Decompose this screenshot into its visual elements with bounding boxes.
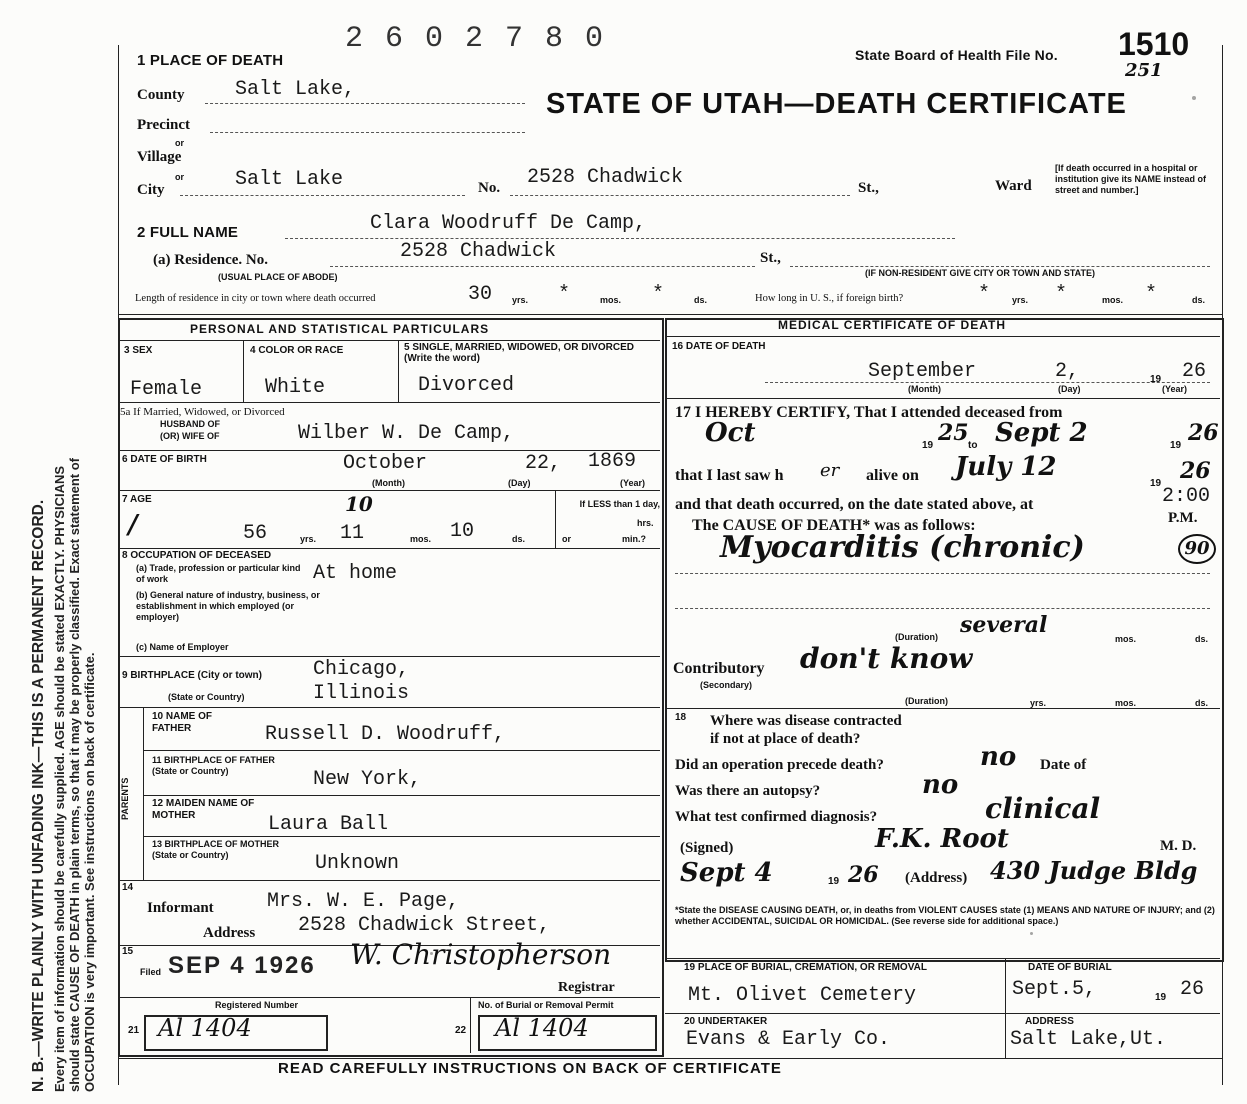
- sign-year: 26: [848, 862, 879, 888]
- dob-day: 22,: [525, 452, 562, 475]
- place-label: 1 PLACE OF DEATH: [137, 52, 284, 69]
- father-value: Russell D. Woodruff,: [265, 723, 506, 746]
- length-yrs: 30: [468, 283, 493, 306]
- city-label: City: [137, 182, 165, 198]
- certificate-number: 2 6 0 2 7 8 0: [345, 22, 606, 56]
- autopsy-question: Was there an autopsy?: [675, 783, 821, 799]
- us-label: How long in U. S., if foreign birth?: [755, 293, 904, 304]
- footer-instructions: READ CAREFULLY INSTRUCTIONS ON BACK OF CERTIFICATE: [278, 1060, 782, 1077]
- state-country-label: (State or Country): [168, 692, 245, 702]
- date-of-label: Date of: [1040, 757, 1087, 773]
- section-14: 14: [122, 882, 134, 893]
- dod-day: 2,: [1055, 360, 1080, 383]
- diagnosis-value: clinical: [985, 792, 1101, 825]
- physician-signature: F.K. Root: [875, 824, 1009, 854]
- frame-mid: [118, 314, 1222, 315]
- residence-label: (a) Residence. No.: [153, 252, 268, 268]
- file-no-sub: 251: [1125, 60, 1163, 81]
- mos-label: mos.: [600, 295, 622, 305]
- margin-instructions: [30, 52, 97, 1092]
- birthplace-label: 9 BIRTHPLACE (City or town): [122, 670, 262, 681]
- duration-label-2: (Duration): [905, 696, 948, 706]
- attended-from: Oct: [705, 418, 756, 448]
- margin-line-4: OCCUPATION is very important. See instructions on back of certificate.: [82, 652, 97, 1092]
- sign-century: 19: [828, 876, 840, 887]
- undertaker-value: Evans & Early Co.: [686, 1028, 891, 1051]
- from-year: 25: [938, 420, 969, 446]
- ds-label: ds.: [694, 295, 708, 305]
- mos-label: mos.: [1115, 634, 1137, 644]
- yrs-label: yrs.: [1012, 295, 1029, 305]
- diagnosis-question: What test confirmed diagnosis?: [675, 809, 878, 825]
- burial-date-label: DATE OF BURIAL: [1028, 962, 1112, 973]
- full-name-value: Clara Woodruff De Camp,: [370, 212, 647, 235]
- burial-permit-prefix: 22: [455, 1025, 467, 1036]
- age-hw-slash: /: [128, 510, 138, 540]
- us-yrs: *: [978, 283, 991, 306]
- last-century: 19: [1150, 478, 1162, 489]
- father-birthplace: New York,: [313, 768, 422, 791]
- yrs-label: yrs.: [1030, 698, 1047, 708]
- burial-place-label: 19 PLACE OF BURIAL, CREMATION, OR REMOVAL: [684, 962, 927, 973]
- age-ds: 10: [450, 520, 475, 543]
- informant-address-label: Address: [203, 925, 256, 941]
- cause-text: The CAUSE OF DEATH* was as follows:: [692, 517, 976, 534]
- burial-place: Mt. Olivet Cemetery: [688, 984, 917, 1007]
- physician-address: 430 Judge Bldg: [990, 856, 1198, 885]
- reg-number: Al 1404: [158, 1014, 252, 1042]
- duration-label: (Duration): [895, 632, 938, 642]
- margin-line-3: should state CAUSE OF DEATH in plain terms, so that it may be properly classified. Exact statement of: [67, 457, 82, 1092]
- ds-label: ds.: [1195, 698, 1209, 708]
- death-time: 2:00: [1162, 485, 1211, 508]
- dob-month: October: [343, 452, 428, 475]
- parents-label: PARENTS: [120, 777, 130, 820]
- mos-label: mos.: [410, 534, 432, 544]
- certificate-title: STATE OF UTAH—DEATH CERTIFICATE: [546, 88, 1127, 120]
- mother-value: Laura Ball: [268, 813, 389, 836]
- age-label: 7 AGE: [122, 494, 152, 505]
- year-caption: (Year): [1162, 384, 1188, 394]
- nonresident-note: (IF NON-RESIDENT GIVE CITY OR TOWN AND STATE): [865, 268, 1096, 278]
- to-century: 19: [1170, 440, 1182, 451]
- undertaker-label: 20 UNDERTAKER: [684, 1016, 768, 1027]
- death-occurred-text: and that death occurred, on the date stated above, at: [675, 496, 1034, 513]
- ds-label: ds.: [1195, 634, 1209, 644]
- dod-label: 16 DATE OF DEATH: [672, 341, 766, 352]
- age-hw-10: 10: [345, 492, 373, 516]
- footnote: *State the DISEASE CAUSING DEATH, or, in deaths from VIOLENT CAUSES state (1) MEANS AND NATURE OF INJURY; and (2) whether ACCIDENTAL, SUICIDAL OR HOMICIDAL. (See reverse side for additional space.): [675, 905, 1215, 926]
- mother-birthplace: Unknown: [315, 852, 400, 875]
- month-caption: (Month): [372, 478, 405, 488]
- village-label: Village: [137, 149, 182, 165]
- street-value: 2528 Chadwick: [527, 166, 684, 189]
- to-label: to: [968, 440, 978, 451]
- reg-number-prefix: 21: [128, 1025, 140, 1036]
- yrs-label: yrs.: [300, 534, 317, 544]
- sex-value: Female: [130, 378, 203, 401]
- dob-label: 6 DATE OF BIRTH: [122, 454, 207, 465]
- section-18: 18: [675, 712, 687, 723]
- ward-note: [If death occurred in a hospital or institution give its NAME instead of street and number.]: [1055, 163, 1207, 195]
- frame-bottom: [118, 1058, 1222, 1059]
- informant-address: 2528 Chadwick Street,: [298, 914, 551, 937]
- hrs-label: hrs.: [637, 518, 654, 528]
- last-saw-date: July 12: [955, 452, 1057, 482]
- certify-text: 17 I HEREBY CERTIFY, That I attended deceased from: [675, 404, 1063, 421]
- color-value: White: [265, 376, 326, 399]
- secondary-label: (Secondary): [700, 680, 753, 690]
- cause-of-death: Myocarditis (chronic): [720, 530, 1085, 565]
- informant-value: Mrs. W. E. Page,: [267, 890, 460, 913]
- address-label: (Address): [905, 870, 968, 886]
- residence-value: 2528 Chadwick: [400, 240, 557, 263]
- sign-date: Sept 4: [680, 858, 773, 888]
- sex-label: 3 SEX: [124, 345, 153, 356]
- occupation-b-label: (b) General nature of industry, business, or establishment in which employed (or employer): [136, 590, 320, 622]
- signed-label: (Signed): [680, 840, 734, 856]
- contributory-label: Contributory: [673, 660, 765, 677]
- registrar-label: Registrar: [558, 980, 615, 995]
- or-label: or: [562, 534, 571, 544]
- last-saw-pronoun: er: [820, 460, 840, 481]
- burial-century: 19: [1155, 992, 1167, 1003]
- pm-label: P.M.: [1168, 510, 1198, 526]
- margin-line-2: Every item of information should be carefully supplied. AGE should be stated EXACTLY. PHYSICIANS: [52, 465, 67, 1092]
- contributory-value: don't know: [800, 642, 973, 675]
- father-birthplace-label: 11 BIRTHPLACE OF FATHER (State or Country): [152, 755, 275, 776]
- informant-label: Informant: [147, 900, 214, 916]
- marital-label: 5 SINGLE, MARRIED, WIDOWED, OR DIVORCED (Write the word): [404, 342, 635, 364]
- disease-question-1: Where was disease contracted: [710, 713, 902, 729]
- street-no-label: No.: [478, 180, 501, 196]
- burial-date: Sept.5,: [1012, 978, 1097, 1001]
- employer-label: (c) Name of Employer: [136, 642, 229, 652]
- usual-abode-label: (USUAL PLACE OF ABODE): [218, 272, 338, 282]
- duration-value: several: [960, 612, 1048, 638]
- length-mos: *: [558, 283, 571, 306]
- birthplace-state: Illinois: [313, 682, 410, 705]
- registrar-signature: W. Christopherson: [350, 938, 612, 971]
- county-label: County: [137, 87, 185, 103]
- year-caption: (Year): [620, 478, 646, 488]
- alive-on: alive on: [866, 467, 919, 484]
- burial-permit-label: No. of Burial or Removal Permit: [478, 1000, 614, 1010]
- age-yrs: 56: [243, 522, 268, 545]
- last-saw-text: that I last saw h: [675, 467, 784, 484]
- full-name-label: 2 FULL NAME: [137, 224, 239, 241]
- ds-label: ds.: [1192, 295, 1206, 305]
- burial-permit: Al 1404: [495, 1014, 589, 1042]
- street-st-label: St.,: [858, 180, 879, 196]
- us-mos: *: [1055, 283, 1068, 306]
- burial-year: 26: [1180, 978, 1205, 1001]
- occupation-a-label: (a) Trade, profession or particular kind of work: [136, 563, 301, 584]
- disease-question-2: if not at place of death?: [710, 731, 861, 747]
- precinct-label: Precinct: [137, 117, 191, 133]
- mother-birthplace-label: 13 BIRTHPLACE OF MOTHER (State or Country): [152, 839, 280, 860]
- from-century: 19: [922, 440, 934, 451]
- father-label: 10 NAME OF FATHER: [152, 711, 213, 734]
- color-label: 4 COLOR OR RACE: [250, 345, 344, 356]
- filed-stamp: SEP 4 1926: [168, 952, 316, 979]
- mos-label: mos.: [1102, 295, 1124, 305]
- file-no: 1510: [1118, 26, 1190, 62]
- yrs-label: yrs.: [512, 295, 529, 305]
- spouse-label-a: 5a If Married, Widowed, or Divorced: [120, 406, 285, 418]
- county-value: Salt Lake,: [235, 78, 356, 101]
- medical-heading: MEDICAL CERTIFICATE OF DEATH: [778, 318, 1006, 332]
- dod-month: September: [868, 360, 977, 383]
- undertaker-address-label: ADDRESS: [1025, 1016, 1074, 1027]
- mos-label: mos.: [1115, 698, 1137, 708]
- day-caption: (Day): [1058, 384, 1081, 394]
- occupation-value: At home: [313, 562, 398, 585]
- birthplace-city: Chicago,: [313, 658, 410, 681]
- month-caption: (Month): [908, 384, 941, 394]
- operation-value: no: [980, 742, 1017, 772]
- dob-year: 1869: [588, 450, 637, 473]
- undertaker-address: Salt Lake,Ut.: [1010, 1028, 1167, 1051]
- margin-line-1: N. B.—WRITE PLAINLY WITH UNFADING INK—THIS IS A PERMANENT RECORD.: [30, 499, 47, 1092]
- mother-label: 12 MAIDEN NAME OF MOTHER: [152, 798, 255, 821]
- last-year: 26: [1180, 458, 1211, 484]
- min-label: min.?: [622, 534, 646, 544]
- dod-year: 26: [1182, 360, 1207, 383]
- reg-number-label: Registered Number: [215, 1000, 299, 1010]
- spouse-label-b: HUSBAND OF: [160, 419, 220, 429]
- less-than-label: If LESS than 1 day,: [579, 499, 660, 509]
- filed-label: Filed: [140, 967, 162, 977]
- ds-label: ds.: [512, 534, 526, 544]
- ward-label: Ward: [995, 178, 1032, 194]
- file-no-label: State Board of Health File No.: [855, 47, 1058, 63]
- spouse-label-c: (OR) WIFE OF: [160, 431, 220, 441]
- age-mos: 11: [340, 522, 365, 545]
- spouse-value: Wilber W. De Camp,: [298, 422, 515, 445]
- marital-value: Divorced: [418, 374, 515, 397]
- occupation-label: 8 OCCUPATION OF DECEASED: [122, 550, 272, 561]
- day-caption: (Day): [508, 478, 531, 488]
- dod-century: 19: [1150, 374, 1162, 385]
- residence-st-label: St.,: [760, 250, 781, 266]
- length-label: Length of residence in city or town where death occurred: [135, 293, 376, 304]
- md-label: M. D.: [1160, 838, 1197, 854]
- attended-to: Sept 2: [995, 418, 1088, 448]
- length-ds: *: [652, 283, 665, 306]
- to-year: 26: [1188, 420, 1219, 446]
- section-15: 15: [122, 946, 134, 957]
- or-label: or: [175, 172, 184, 182]
- us-ds: *: [1145, 283, 1158, 306]
- autopsy-value: no: [922, 770, 959, 800]
- city-value: Salt Lake: [235, 168, 344, 191]
- cause-code: 90: [1178, 534, 1216, 564]
- personal-heading: PERSONAL AND STATISTICAL PARTICULARS: [190, 322, 490, 336]
- or-label: or: [175, 138, 184, 148]
- operation-question: Did an operation precede death?: [675, 757, 884, 773]
